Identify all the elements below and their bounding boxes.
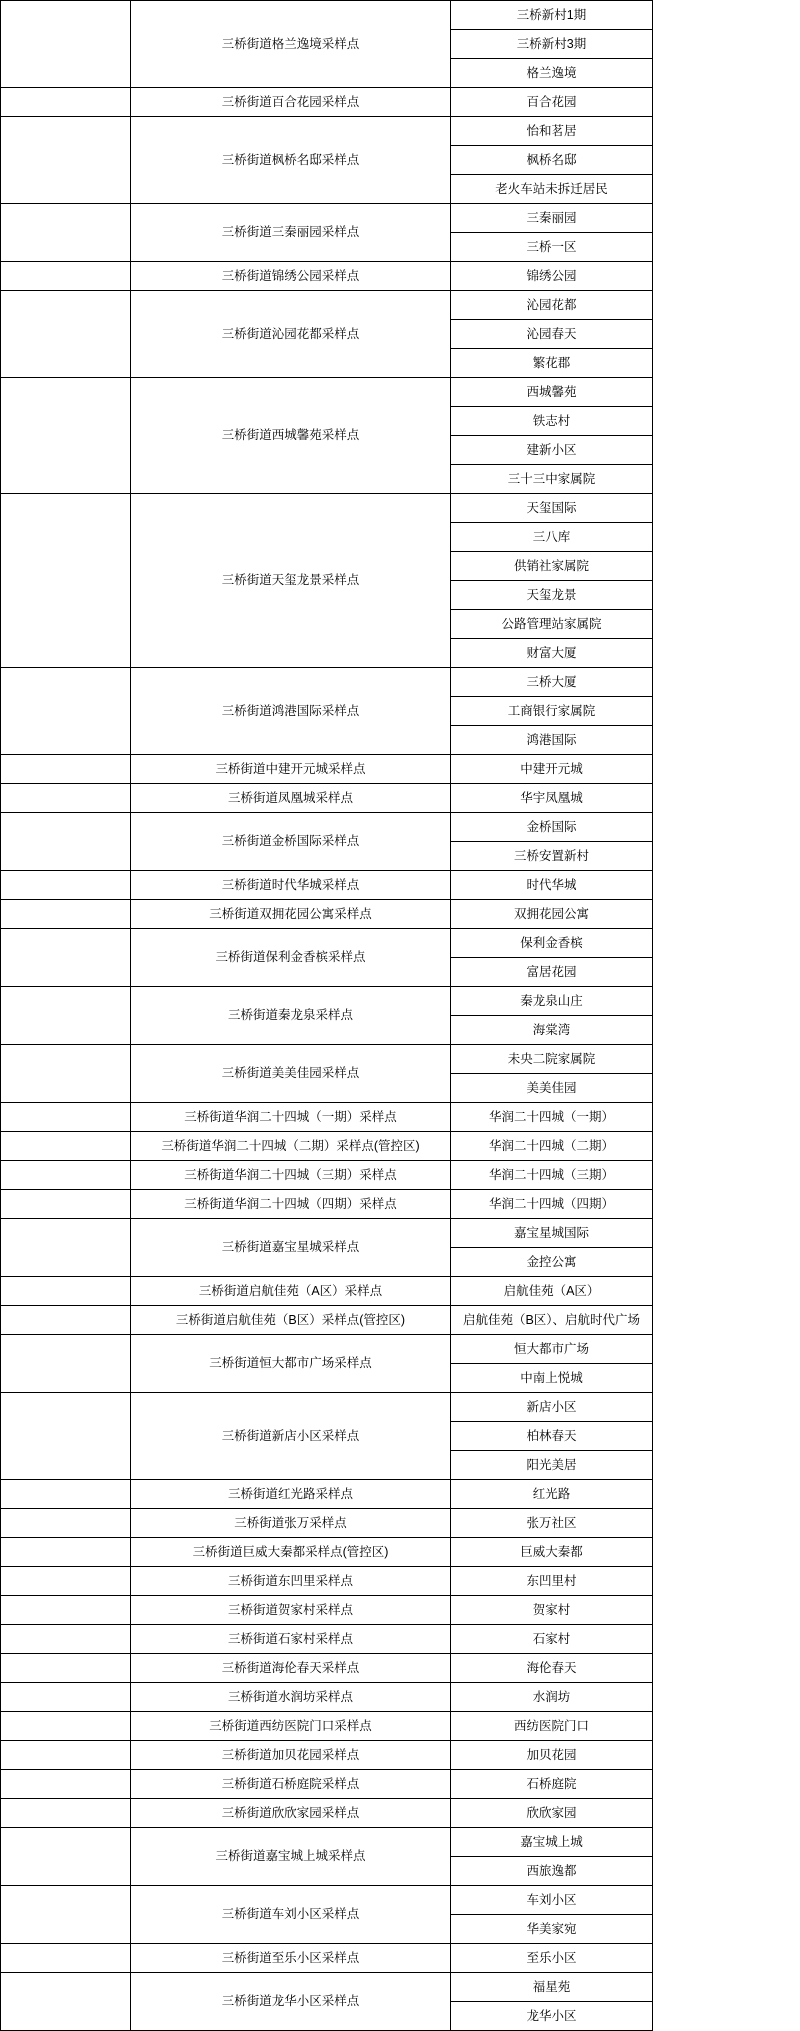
sampling-site-cell: 三桥街道东凹里采样点 [131, 1567, 451, 1596]
row-spacer-cell [1, 1973, 131, 2031]
row-spacer-cell [1, 1886, 131, 1944]
covered-community-cell: 双拥花园公寓 [451, 900, 653, 929]
table-row [1, 378, 653, 407]
covered-community-cell: 车刘小区 [451, 1886, 653, 1915]
table-row [1, 1625, 653, 1654]
row-spacer-cell [1, 871, 131, 900]
covered-community-cell: 未央二院家属院 [451, 1045, 653, 1074]
sampling-site-cell: 三桥街道中建开元城采样点 [131, 755, 451, 784]
table-row [1, 1, 653, 30]
table-row [1, 1770, 653, 1799]
row-spacer-cell [1, 88, 131, 117]
row-spacer-cell [1, 204, 131, 262]
table-row [1, 1132, 653, 1161]
covered-community-cell: 西旅逸都 [451, 1857, 653, 1886]
row-spacer-cell [1, 784, 131, 813]
row-spacer-cell [1, 668, 131, 755]
covered-community-cell: 中南上悦城 [451, 1364, 653, 1393]
covered-community-cell: 三桥一区 [451, 233, 653, 262]
table-row [1, 1654, 653, 1683]
table-row [1, 1103, 653, 1132]
table-row [1, 871, 653, 900]
covered-community-cell: 枫桥名邸 [451, 146, 653, 175]
sampling-site-cell: 三桥街道水润坊采样点 [131, 1683, 451, 1712]
sampling-site-cell: 三桥街道欣欣家园采样点 [131, 1799, 451, 1828]
table-row [1, 117, 653, 146]
sampling-site-cell: 三桥街道张万采样点 [131, 1509, 451, 1538]
table-row [1, 1596, 653, 1625]
table-row [1, 1828, 653, 1857]
table-row [1, 900, 653, 929]
table-row [1, 1045, 653, 1074]
covered-community-cell: 龙华小区 [451, 2002, 653, 2031]
table-row [1, 1973, 653, 2002]
row-spacer-cell [1, 1045, 131, 1103]
covered-community-cell: 启航佳苑（A区） [451, 1277, 653, 1306]
row-spacer-cell [1, 262, 131, 291]
sampling-site-cell: 三桥街道金桥国际采样点 [131, 813, 451, 871]
covered-community-cell: 华美家宛 [451, 1915, 653, 1944]
covered-community-cell: 三桥新村1期 [451, 1, 653, 30]
row-spacer-cell [1, 1625, 131, 1654]
covered-community-cell: 红光路 [451, 1480, 653, 1509]
sampling-site-cell: 三桥街道华润二十四城（二期）采样点(管控区) [131, 1132, 451, 1161]
sampling-site-cell: 三桥街道美美佳园采样点 [131, 1045, 451, 1103]
covered-community-cell: 秦龙泉山庄 [451, 987, 653, 1016]
sampling-site-cell: 三桥街道时代华城采样点 [131, 871, 451, 900]
covered-community-cell: 西纺医院门口 [451, 1712, 653, 1741]
covered-community-cell: 水润坊 [451, 1683, 653, 1712]
covered-community-cell: 至乐小区 [451, 1944, 653, 1973]
table-row [1, 1161, 653, 1190]
sampling-site-cell: 三桥街道锦绣公园采样点 [131, 262, 451, 291]
sampling-site-cell: 三桥街道至乐小区采样点 [131, 1944, 451, 1973]
table-row [1, 1190, 653, 1219]
row-spacer-cell [1, 929, 131, 987]
table-row [1, 929, 653, 958]
covered-community-cell: 巨威大秦都 [451, 1538, 653, 1567]
covered-community-cell: 张万社区 [451, 1509, 653, 1538]
sampling-site-cell: 三桥街道启航佳苑（A区）采样点 [131, 1277, 451, 1306]
table-row [1, 813, 653, 842]
sampling-site-cell: 三桥街道百合花园采样点 [131, 88, 451, 117]
row-spacer-cell [1, 1683, 131, 1712]
covered-community-cell: 建新小区 [451, 436, 653, 465]
covered-community-cell: 百合花园 [451, 88, 653, 117]
covered-community-cell: 三秦丽园 [451, 204, 653, 233]
covered-community-cell: 繁花郡 [451, 349, 653, 378]
table-row [1, 1944, 653, 1973]
table-row [1, 1219, 653, 1248]
table-row [1, 1509, 653, 1538]
covered-community-cell: 锦绣公园 [451, 262, 653, 291]
covered-community-cell: 工商银行家属院 [451, 697, 653, 726]
covered-community-cell: 新店小区 [451, 1393, 653, 1422]
sampling-site-cell: 三桥街道石桥庭院采样点 [131, 1770, 451, 1799]
covered-community-cell: 天玺龙景 [451, 581, 653, 610]
sampling-site-cell: 三桥街道石家村采样点 [131, 1625, 451, 1654]
sampling-site-cell: 三桥街道巨威大秦都采样点(管控区) [131, 1538, 451, 1567]
row-spacer-cell [1, 1132, 131, 1161]
covered-community-cell: 财富大厦 [451, 639, 653, 668]
sampling-site-cell: 三桥街道新店小区采样点 [131, 1393, 451, 1480]
covered-community-cell: 天玺国际 [451, 494, 653, 523]
table-row [1, 1393, 653, 1422]
covered-community-cell: 公路管理站家属院 [451, 610, 653, 639]
sampling-site-cell: 三桥街道加贝花园采样点 [131, 1741, 451, 1770]
row-spacer-cell [1, 1712, 131, 1741]
covered-community-cell: 时代华城 [451, 871, 653, 900]
covered-community-cell: 三桥安置新村 [451, 842, 653, 871]
covered-community-cell: 三桥大厦 [451, 668, 653, 697]
row-spacer-cell [1, 291, 131, 378]
covered-community-cell: 老火车站未拆迁居民 [451, 175, 653, 204]
covered-community-cell: 石桥庭院 [451, 1770, 653, 1799]
covered-community-cell: 怡和茗居 [451, 117, 653, 146]
row-spacer-cell [1, 1596, 131, 1625]
table-row [1, 1335, 653, 1364]
table-row [1, 204, 653, 233]
row-spacer-cell [1, 900, 131, 929]
covered-community-cell: 金控公寓 [451, 1248, 653, 1277]
sampling-site-cell: 三桥街道贺家村采样点 [131, 1596, 451, 1625]
table-row [1, 1799, 653, 1828]
table-row [1, 987, 653, 1016]
sampling-site-cell: 三桥街道海伦春天采样点 [131, 1654, 451, 1683]
covered-community-cell: 海棠湾 [451, 1016, 653, 1045]
sampling-site-cell: 三桥街道保利金香槟采样点 [131, 929, 451, 987]
covered-community-cell: 嘉宝星城国际 [451, 1219, 653, 1248]
sampling-site-cell: 三桥街道嘉宝星城采样点 [131, 1219, 451, 1277]
covered-community-cell: 石家村 [451, 1625, 653, 1654]
covered-community-cell: 华润二十四城（三期） [451, 1161, 653, 1190]
covered-community-cell: 三桥新村3期 [451, 30, 653, 59]
row-spacer-cell [1, 378, 131, 494]
row-spacer-cell [1, 813, 131, 871]
sampling-site-cell: 三桥街道双拥花园公寓采样点 [131, 900, 451, 929]
table-row [1, 1683, 653, 1712]
row-spacer-cell [1, 1944, 131, 1973]
row-spacer-cell [1, 1277, 131, 1306]
sampling-site-cell: 三桥街道车刘小区采样点 [131, 1886, 451, 1944]
sampling-site-cell: 三桥街道西城馨苑采样点 [131, 378, 451, 494]
sampling-site-cell: 三桥街道秦龙泉采样点 [131, 987, 451, 1045]
row-spacer-cell [1, 755, 131, 784]
covered-community-cell: 嘉宝城上城 [451, 1828, 653, 1857]
sampling-site-cell: 三桥街道鸿港国际采样点 [131, 668, 451, 755]
covered-community-cell: 鸿港国际 [451, 726, 653, 755]
covered-community-cell: 华润二十四城（一期） [451, 1103, 653, 1132]
table-row [1, 784, 653, 813]
covered-community-cell: 沁园春天 [451, 320, 653, 349]
covered-community-cell: 西城馨苑 [451, 378, 653, 407]
table-row [1, 668, 653, 697]
covered-community-cell: 加贝花园 [451, 1741, 653, 1770]
covered-community-cell: 恒大都市广场 [451, 1335, 653, 1364]
row-spacer-cell [1, 1219, 131, 1277]
row-spacer-cell [1, 1335, 131, 1393]
row-spacer-cell [1, 1538, 131, 1567]
sampling-site-cell: 三桥街道华润二十四城（一期）采样点 [131, 1103, 451, 1132]
covered-community-cell: 三八库 [451, 523, 653, 552]
covered-community-cell: 中建开元城 [451, 755, 653, 784]
row-spacer-cell [1, 1654, 131, 1683]
row-spacer-cell [1, 1770, 131, 1799]
table-row [1, 1712, 653, 1741]
table-row [1, 1886, 653, 1915]
row-spacer-cell [1, 117, 131, 204]
sampling-site-cell: 三桥街道沁园花都采样点 [131, 291, 451, 378]
covered-community-cell: 铁志村 [451, 407, 653, 436]
sampling-site-cell: 三桥街道凤凰城采样点 [131, 784, 451, 813]
covered-community-cell: 富居花园 [451, 958, 653, 987]
sampling-site-cell: 三桥街道华润二十四城（四期）采样点 [131, 1190, 451, 1219]
covered-community-cell: 华润二十四城（四期） [451, 1190, 653, 1219]
row-spacer-cell [1, 1190, 131, 1219]
row-spacer-cell [1, 1, 131, 88]
table-row [1, 262, 653, 291]
covered-community-cell: 欣欣家园 [451, 1799, 653, 1828]
row-spacer-cell [1, 1103, 131, 1132]
row-spacer-cell [1, 1828, 131, 1886]
sampling-site-cell: 三桥街道格兰逸境采样点 [131, 1, 451, 88]
covered-community-cell: 华宇凤凰城 [451, 784, 653, 813]
table-row [1, 1741, 653, 1770]
row-spacer-cell [1, 1567, 131, 1596]
sampling-site-cell: 三桥街道嘉宝城上城采样点 [131, 1828, 451, 1886]
covered-community-cell: 金桥国际 [451, 813, 653, 842]
sampling-site-cell: 三桥街道恒大都市广场采样点 [131, 1335, 451, 1393]
covered-community-cell: 福星苑 [451, 1973, 653, 2002]
table-row [1, 755, 653, 784]
table-row [1, 1480, 653, 1509]
row-spacer-cell [1, 987, 131, 1045]
covered-community-cell: 供销社家属院 [451, 552, 653, 581]
row-spacer-cell [1, 1480, 131, 1509]
row-spacer-cell [1, 1161, 131, 1190]
row-spacer-cell [1, 1509, 131, 1538]
covered-community-cell: 美美佳园 [451, 1074, 653, 1103]
table-row [1, 1306, 653, 1335]
table-row [1, 1277, 653, 1306]
covered-community-cell: 阳光美居 [451, 1451, 653, 1480]
sampling-site-cell: 三桥街道红光路采样点 [131, 1480, 451, 1509]
covered-community-cell: 海伦春天 [451, 1654, 653, 1683]
covered-community-cell: 沁园花都 [451, 291, 653, 320]
row-spacer-cell [1, 494, 131, 668]
row-spacer-cell [1, 1306, 131, 1335]
table-row [1, 291, 653, 320]
table-row [1, 1538, 653, 1567]
sampling-site-cell: 三桥街道龙华小区采样点 [131, 1973, 451, 2031]
covered-community-cell: 柏林春天 [451, 1422, 653, 1451]
sampling-site-cell: 三桥街道华润二十四城（三期）采样点 [131, 1161, 451, 1190]
row-spacer-cell [1, 1393, 131, 1480]
table-row [1, 88, 653, 117]
table-row [1, 1567, 653, 1596]
covered-community-cell: 格兰逸境 [451, 59, 653, 88]
row-spacer-cell [1, 1741, 131, 1770]
covered-community-cell: 保利金香槟 [451, 929, 653, 958]
sampling-site-cell: 三桥街道西纺医院门口采样点 [131, 1712, 451, 1741]
covered-community-cell: 三十三中家属院 [451, 465, 653, 494]
table-row [1, 494, 653, 523]
covered-community-cell: 启航佳苑（B区）、启航时代广场 [451, 1306, 653, 1335]
row-spacer-cell [1, 1799, 131, 1828]
sampling-site-cell: 三桥街道启航佳苑（B区）采样点(管控区) [131, 1306, 451, 1335]
table-body [1, 1, 653, 2031]
covered-community-cell: 华润二十四城（二期） [451, 1132, 653, 1161]
covered-community-cell: 东凹里村 [451, 1567, 653, 1596]
sampling-site-cell: 三桥街道枫桥名邸采样点 [131, 117, 451, 204]
covered-community-cell: 贺家村 [451, 1596, 653, 1625]
sampling-site-cell: 三桥街道天玺龙景采样点 [131, 494, 451, 668]
sampling-site-cell: 三桥街道三秦丽园采样点 [131, 204, 451, 262]
